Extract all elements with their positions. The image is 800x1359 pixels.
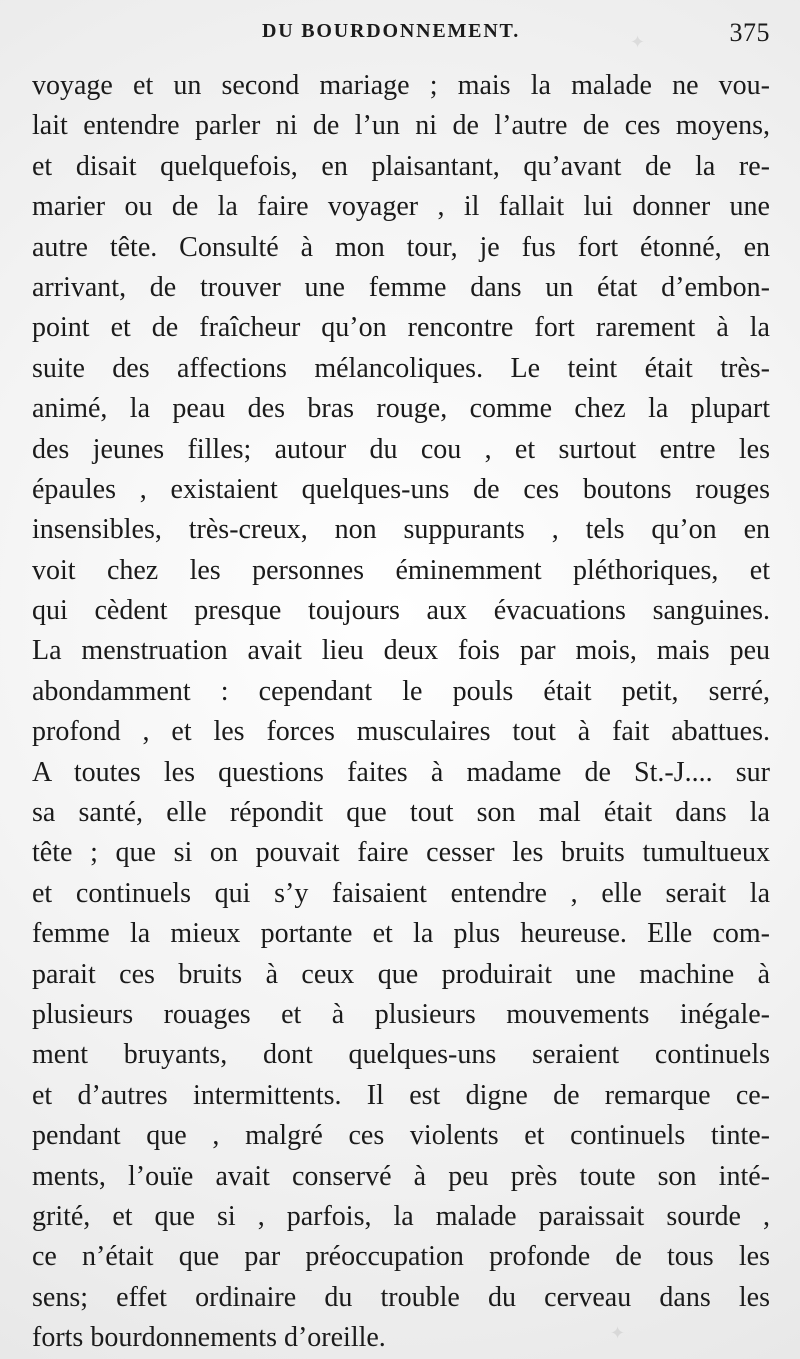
bleed-through-decoration: ✦ — [630, 32, 646, 52]
text-line: suite des affections mélancoliques. Le teint était très- — [32, 352, 770, 384]
text-line: point et de fraîcheur qu’on rencontre fort rarement à la — [32, 312, 770, 344]
text-line: arrivant, de trouver une femme dans un état d’embon- — [32, 271, 770, 303]
text-line: voit chez les personnes éminemment pléthoriques, et — [32, 554, 770, 586]
text-line: des jeunes filles; autour du cou , et surtout entre les — [32, 433, 770, 465]
text-line: A toutes les questions faites à madame de St.-J.... sur — [32, 756, 770, 788]
text-line: ce n’était que par préoccupation profonde de tous les — [32, 1241, 770, 1273]
text-line: plusieurs rouages et à plusieurs mouvements inégale- — [32, 998, 770, 1030]
text-line: profond , et les forces musculaires tout à fait abattues. — [32, 716, 770, 748]
text-line: femme la mieux portante et la plus heureuse. Elle com- — [32, 918, 770, 950]
bleed-through-decoration: ✦ — [610, 1323, 626, 1343]
text-line: ments, l’ouïe avait conservé à peu près toute son inté- — [32, 1160, 770, 1192]
text-line: grité, et que si , parfois, la malade paraissait sourde , — [32, 1200, 770, 1232]
text-line: autre tête. Consulté à mon tour, je fus fort étonné, en — [32, 231, 770, 263]
text-line: insensibles, très-creux, non suppurants , tels qu’on en — [32, 514, 770, 546]
text-line: forts bourdonnements d’oreille. — [32, 1322, 386, 1354]
text-line: tête ; que si on pouvait faire cesser les bruits tumultueux — [32, 837, 770, 869]
text-line: qui cèdent presque toujours aux évacuations sanguines. — [32, 595, 770, 627]
running-head: DU BOURDONNEMENT. — [262, 20, 521, 42]
text-line: et d’autres intermittents. Il est digne de remarque ce- — [32, 1079, 770, 1111]
text-line: parait ces bruits à ceux que produirait une machine à — [32, 958, 770, 990]
page-number: 375 — [729, 18, 770, 47]
body-text — [32, 66, 770, 1359]
text-line: pendant que , malgré ces violents et continuels tinte- — [32, 1120, 770, 1152]
text-line: animé, la peau des bras rouge, comme chez la plupart — [32, 393, 770, 425]
text-line: ment bruyants, dont quelques-uns seraient continuels — [32, 1039, 770, 1071]
text-line: lait entendre parler ni de l’un ni de l’autre de ces moyens, — [32, 110, 770, 142]
text-line: sens; effet ordinaire du trouble du cerveau dans les — [32, 1281, 770, 1313]
text-line: marier ou de la faire voyager , il fallait lui donner une — [32, 191, 770, 223]
text-line: abondamment : cependant le pouls était petit, serré, — [32, 675, 770, 707]
text-line: voyage et un second mariage ; mais la malade ne vou- — [32, 70, 770, 101]
page-header — [0, 18, 800, 54]
text-line: La menstruation avait lieu deux fois par mois, mais peu — [32, 635, 770, 667]
text-line: sa santé, elle répondit que tout son mal était dans la — [32, 797, 770, 829]
text-line: et disait quelquefois, en plaisantant, qu’avant de la re- — [32, 150, 770, 182]
text-line: épaules , existaient quelques-uns de ces boutons rouges — [32, 473, 770, 505]
text-line: et continuels qui s’y faisaient entendre , elle serait la — [32, 877, 770, 909]
